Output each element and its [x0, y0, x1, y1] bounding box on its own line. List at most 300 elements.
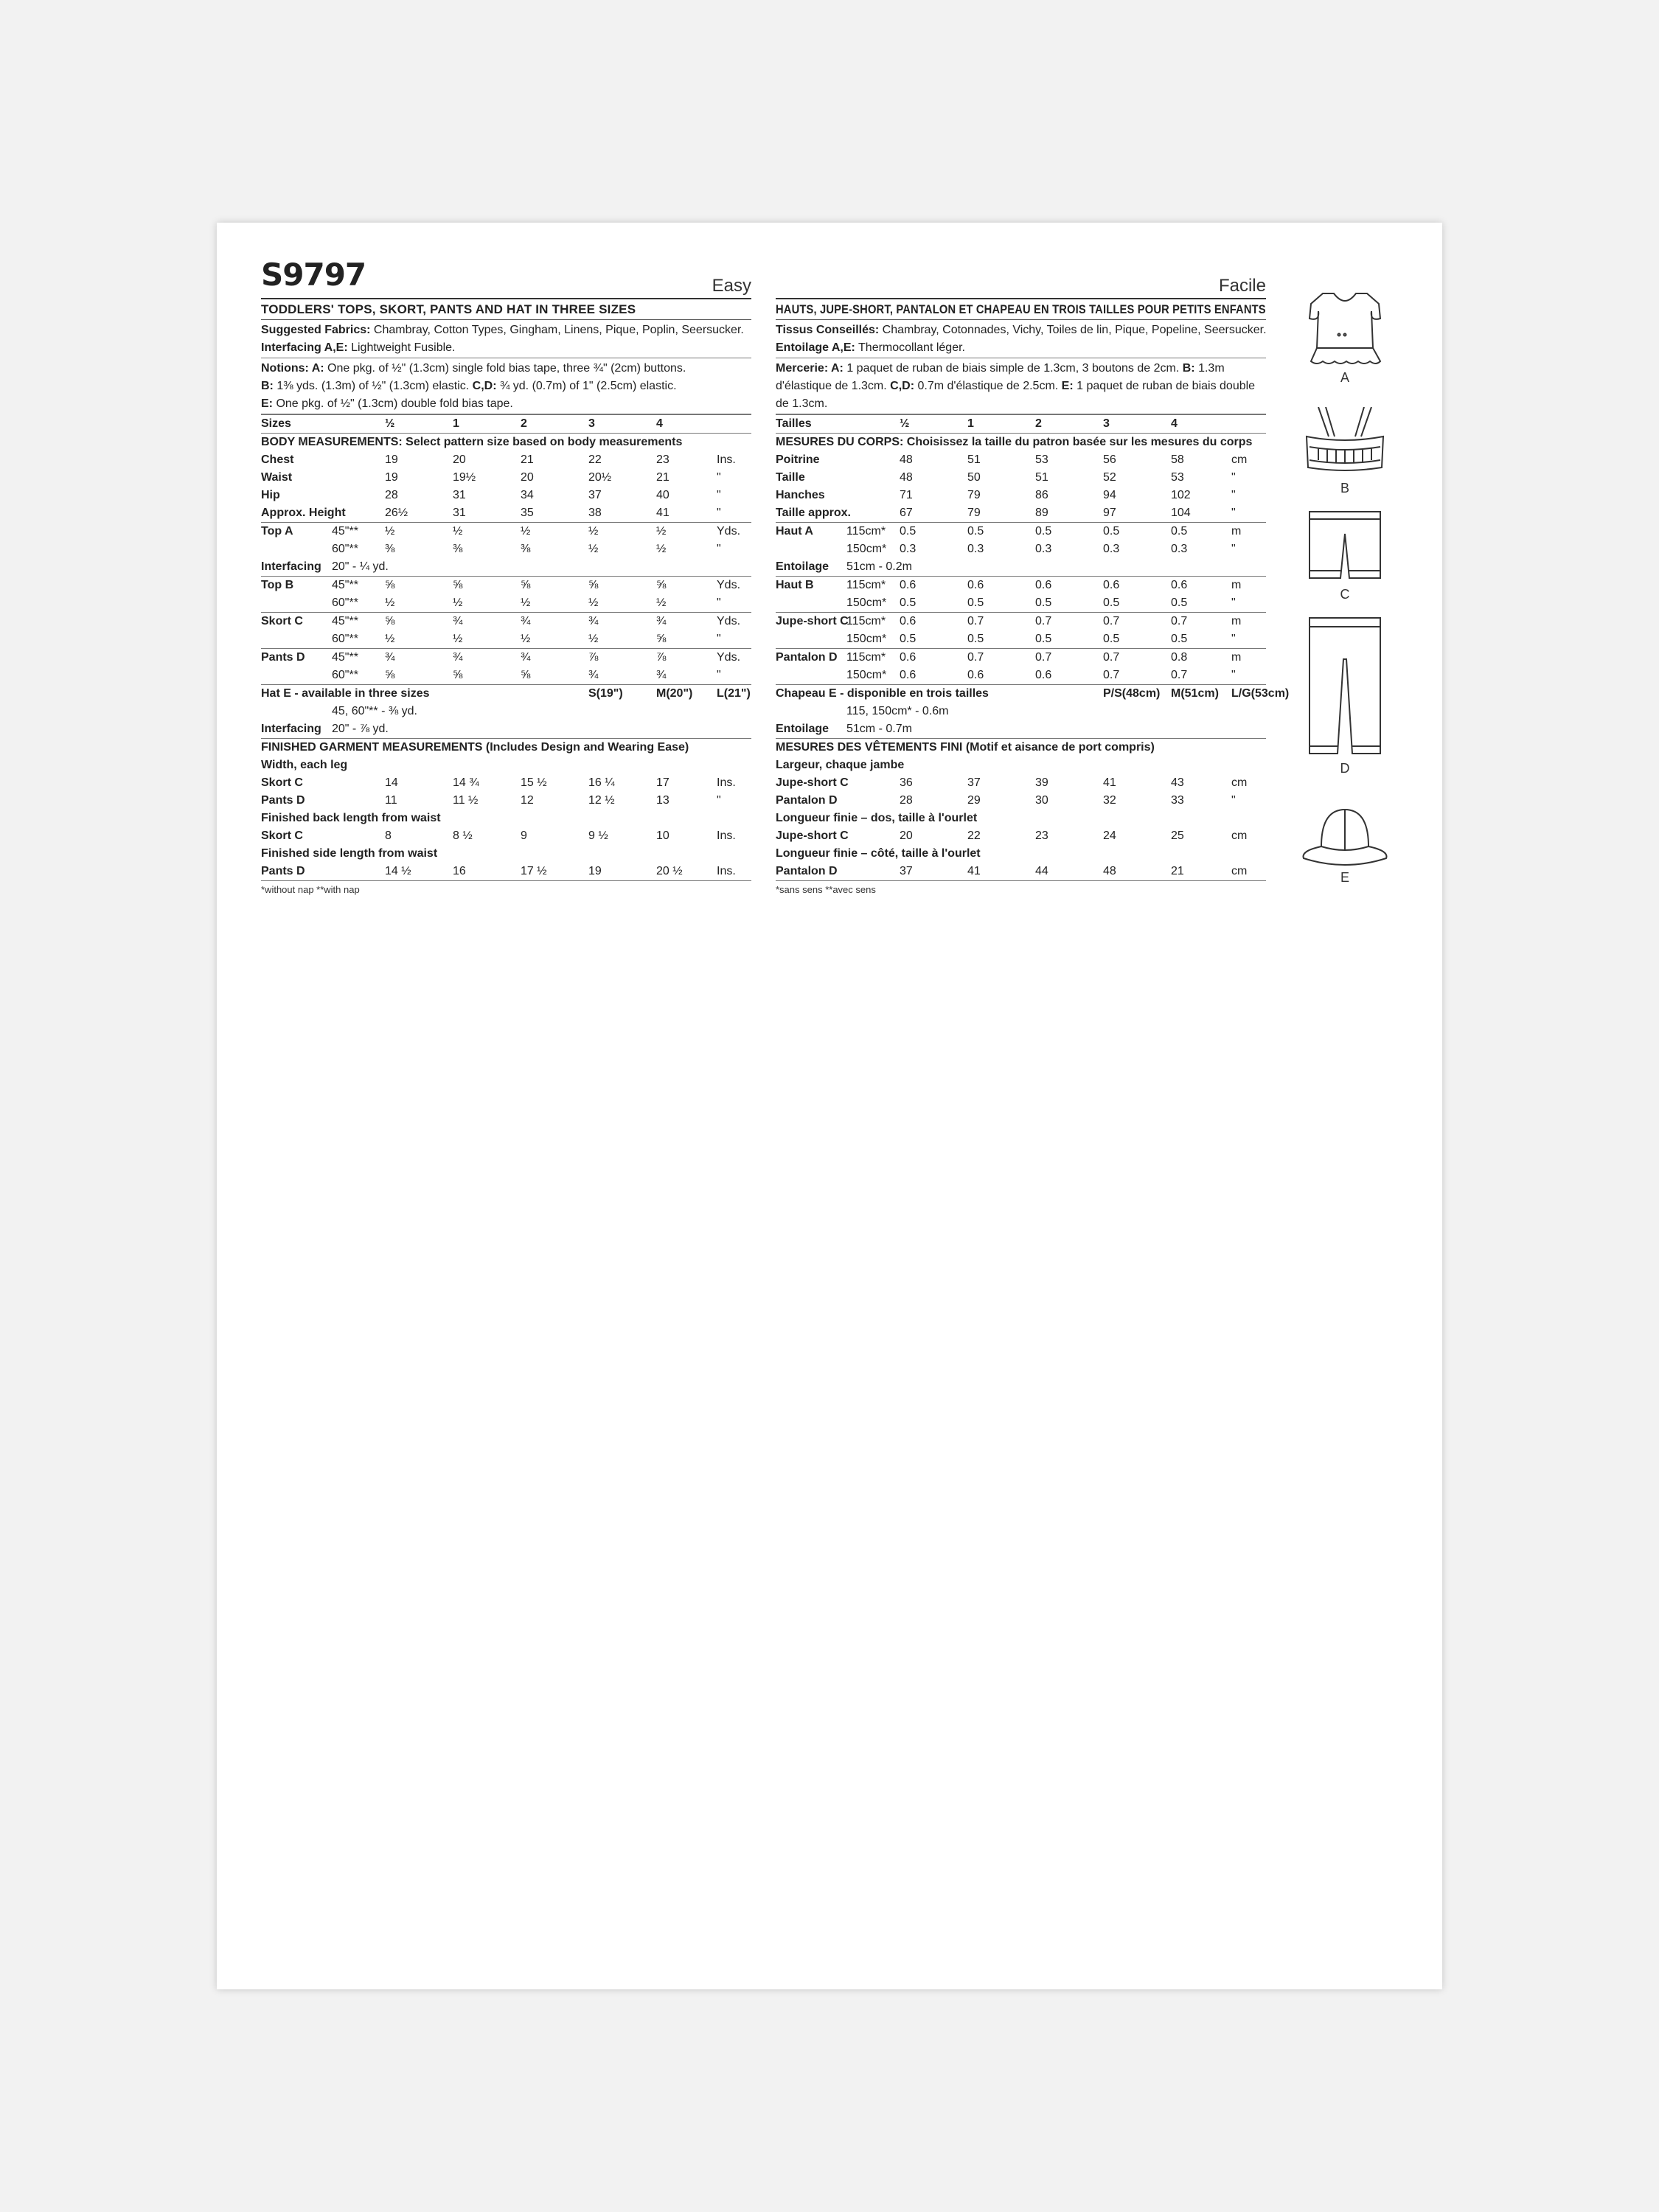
row-label: Sizes: [261, 415, 332, 434]
table-cell: 0.7: [1103, 651, 1120, 664]
table-cell: [1035, 558, 1103, 577]
table-row: [776, 469, 1266, 487]
table-cell: 0.5: [900, 525, 917, 538]
table-cell: ": [1231, 630, 1266, 649]
table-cell: 60"**: [332, 667, 385, 685]
table-cell: 79: [967, 504, 1035, 523]
table-cell: ¾: [453, 615, 463, 627]
interfacing-text: Lightweight Fusible.: [347, 341, 456, 354]
table-cell: 1: [453, 415, 521, 434]
subsection-title: Finished side length from waist: [261, 847, 438, 860]
row-label: Jupe-short C: [776, 776, 849, 789]
table-row: [261, 613, 751, 631]
table-row: [776, 594, 1266, 613]
notions-label: C,D:: [472, 380, 497, 392]
table-cell: 0.6: [1035, 579, 1052, 591]
notions-text: One pkg. of ½" (1.3cm) single fold bias tape, three ¾" (2cm) buttons.: [324, 362, 686, 375]
table-row: [261, 577, 751, 595]
table-cell: 41: [967, 863, 1035, 881]
table-cell: [846, 863, 900, 881]
fabrics-text: Chambray, Cotonnades, Vichy, Toiles de lin, Pique, Popeline, Seersucker.: [879, 324, 1267, 336]
table-cell: S(19"): [588, 687, 623, 700]
table-cell: 51cm - 0.2m: [846, 558, 900, 577]
table-cell: 0.5: [967, 630, 1035, 649]
table-cell: P/S(48cm): [1103, 687, 1161, 700]
footnote: *without nap **with nap: [261, 884, 360, 895]
table-cell: 150cm*: [846, 594, 900, 613]
table-row: [261, 757, 751, 774]
notions-label: E:: [261, 397, 273, 410]
table-cell: 13: [656, 794, 669, 807]
table-cell: [717, 415, 751, 434]
table-cell: ": [1231, 489, 1236, 501]
table-cell: 0.3: [1171, 543, 1188, 555]
table-row: [776, 630, 1266, 649]
row-label: Jupe-short C: [776, 615, 849, 627]
table-cell: 1: [967, 415, 1035, 434]
table-row: [261, 451, 751, 469]
pattern-title: TODDLERS' TOPS, SKORT, PANTS AND HAT IN THREE SIZES: [261, 298, 751, 320]
table-cell: 20" - ¼ yd.: [332, 558, 385, 577]
table-row: [776, 540, 1266, 558]
table-cell: cm: [1231, 453, 1248, 466]
row-label: Hip: [261, 489, 280, 501]
notions-label: Mercerie: A:: [776, 362, 844, 375]
table-cell: 0.5: [1171, 525, 1188, 538]
table-cell: 45"**: [332, 651, 358, 664]
table-cell: 33: [1171, 794, 1184, 807]
table-row: [261, 863, 751, 881]
row-label: [261, 703, 332, 720]
table-cell: 2: [521, 415, 588, 434]
table-cell: ½: [588, 594, 656, 613]
table-cell: ": [717, 667, 751, 685]
notions-block: [776, 358, 1266, 414]
top-a-sketch-icon: [1293, 289, 1397, 370]
table-cell: L(21"): [717, 687, 751, 700]
table-cell: [656, 558, 717, 577]
table-row: [776, 720, 1266, 739]
table-cell: [1103, 558, 1171, 577]
table-cell: 0.5: [900, 630, 967, 649]
table-cell: 0.7: [1171, 615, 1188, 627]
table-row: [261, 649, 751, 667]
sketch-letter: C: [1340, 587, 1350, 602]
table-cell: 21: [1171, 863, 1231, 881]
table-cell: 20: [521, 471, 534, 484]
notions-text: 1⅜ yds. (1.3m) of ½" (1.3cm) elastic.: [273, 380, 473, 392]
table-cell: 23: [1035, 830, 1048, 842]
table-cell: ½: [521, 594, 588, 613]
table-cell: ": [717, 630, 751, 649]
table-cell: [385, 558, 453, 577]
table-cell: ½: [385, 415, 453, 434]
table-cell: 56: [1103, 453, 1116, 466]
table-cell: 0.6: [1035, 667, 1103, 685]
table-cell: cm: [1231, 830, 1248, 842]
table-cell: 19½: [453, 471, 476, 484]
table-cell: 0.5: [1103, 630, 1171, 649]
table-cell: 25: [1171, 830, 1184, 842]
notions-text: 1 paquet de ruban de biais double: [1073, 380, 1256, 392]
row-label: Taille approx.: [776, 504, 846, 523]
notions-label: C,D:: [890, 380, 915, 392]
table-cell: 4: [1171, 415, 1231, 434]
row-label: Skort C: [261, 615, 303, 627]
table-cell: 0.3: [1035, 543, 1052, 555]
difficulty-level: Easy: [712, 276, 751, 296]
table-cell: 16: [453, 863, 521, 881]
table-cell: 20" - ⅞ yd.: [332, 720, 751, 739]
table-cell: ": [1231, 667, 1266, 685]
row-label: Poitrine: [776, 453, 820, 466]
table-cell: ¾: [521, 651, 531, 664]
table-cell: 20 ½: [656, 863, 717, 881]
fabrics-block: [261, 320, 751, 358]
table-cell: 44: [1035, 863, 1103, 881]
table-cell: ½: [656, 543, 667, 555]
table-cell: 0.5: [967, 594, 1035, 613]
table-cell: ": [1231, 543, 1236, 555]
table-cell: 51cm - 0.7m: [846, 720, 1266, 739]
table-cell: Ins.: [717, 453, 736, 466]
table-cell: 9 ½: [588, 830, 608, 842]
table-cell: [332, 469, 385, 487]
table-cell: 0.6: [900, 667, 967, 685]
table-row: [261, 504, 751, 523]
table-row: [261, 469, 751, 487]
table-cell: 97: [1103, 504, 1171, 523]
table-cell: 45, 60"** - ⅜ yd.: [332, 705, 417, 717]
notions-text: 1 paquet de ruban de biais simple de 1.3cm, 3 boutons de 2cm.: [843, 362, 1183, 375]
table-cell: 0.6: [900, 579, 917, 591]
table-cell: 0.6: [900, 615, 917, 627]
table-cell: 60"**: [332, 594, 385, 613]
table-cell: [332, 863, 385, 881]
row-label: Taille: [776, 471, 805, 484]
table-cell: 0.7: [967, 651, 984, 664]
top-b-sketch-icon: [1293, 407, 1397, 481]
table-cell: 8: [385, 830, 392, 842]
table-row: [261, 810, 751, 827]
table-cell: ¾: [588, 667, 656, 685]
row-label: Interfacing: [261, 720, 332, 739]
table-cell: ½: [453, 630, 521, 649]
table-cell: 150cm*: [846, 543, 887, 555]
row-label: Tailles: [776, 415, 846, 434]
table-cell: 19: [385, 453, 398, 466]
table-cell: 10: [656, 830, 669, 842]
table-cell: Ins.: [717, 830, 736, 842]
table-cell: ½: [656, 525, 667, 538]
table-cell: 48: [900, 453, 913, 466]
table-cell: 60"**: [332, 543, 358, 555]
table-cell: 16 ¼: [588, 776, 615, 789]
table-cell: 0.6: [967, 579, 984, 591]
subsection-title: Longueur finie – dos, taille à l'ourlet: [776, 812, 978, 824]
table-cell: Yds.: [717, 651, 741, 664]
row-label: [261, 667, 332, 685]
table-cell: 150cm*: [846, 630, 900, 649]
table-row: [261, 792, 751, 810]
row-label: Haut A: [776, 525, 813, 538]
table-cell: ": [1231, 504, 1266, 523]
table-row: [776, 845, 1266, 863]
table-cell: ¾: [656, 615, 667, 627]
row-label: [261, 594, 332, 613]
table-cell: 14: [385, 776, 398, 789]
table-cell: 0.5: [1103, 525, 1120, 538]
skort-c-sketch-icon: [1293, 507, 1397, 588]
table-row: [776, 577, 1266, 595]
table-cell: [846, 504, 900, 523]
table-cell: ½: [385, 525, 395, 538]
table-cell: 89: [1035, 504, 1103, 523]
row-label: Pants D: [261, 863, 332, 881]
table-cell: 8 ½: [453, 830, 473, 842]
table-row: [261, 774, 751, 792]
row-label: Chest: [261, 453, 294, 466]
table-cell: [846, 415, 900, 434]
table-cell: [717, 558, 751, 577]
table-cell: ½: [588, 543, 599, 555]
table-cell: 19: [385, 471, 398, 484]
table-cell: ⅝: [385, 615, 395, 627]
table-cell: [846, 469, 900, 487]
table-row: [776, 863, 1266, 881]
table-cell: 39: [1035, 776, 1048, 789]
table-cell: 37: [967, 776, 981, 789]
notions-label: B:: [1182, 362, 1195, 375]
notions-text: 1.3m: [1194, 362, 1225, 375]
fabrics-label: Tissus Conseillés:: [776, 324, 880, 336]
table-cell: 14 ½: [385, 863, 453, 881]
table-cell: ⅞: [588, 651, 599, 664]
notions-text: One pkg. of ½" (1.3cm) double fold bias tape.: [273, 397, 513, 410]
pants-d-sketch-icon: [1293, 615, 1397, 762]
table-cell: ¾: [656, 667, 717, 685]
table-cell: 150cm*: [846, 667, 900, 685]
table-cell: 43: [1171, 776, 1184, 789]
table-cell: ½: [588, 525, 599, 538]
table-cell: 24: [1103, 830, 1116, 842]
table-cell: 11: [385, 794, 397, 807]
table-cell: 0.5: [1035, 525, 1052, 538]
notions-text: 0.7m d'élastique de 2.5cm.: [914, 380, 1062, 392]
table-cell: 0.5: [1035, 594, 1103, 613]
table-cell: ": [717, 489, 721, 501]
table-cell: 86: [1035, 489, 1048, 501]
table-cell: M(20"): [656, 687, 693, 700]
table-cell: 0.7: [1103, 615, 1120, 627]
table-cell: 45"**: [332, 615, 358, 627]
table-cell: m: [1231, 525, 1242, 538]
fabrics-label: Suggested Fabrics:: [261, 324, 371, 336]
table-row: [261, 540, 751, 558]
row-label: Entoilage: [776, 558, 846, 577]
table-cell: 0.6: [1103, 579, 1120, 591]
fabrics-text: Chambray, Cotton Types, Gingham, Linens, Pique, Poplin, Seersucker.: [370, 324, 744, 336]
row-label: Haut B: [776, 579, 814, 591]
difficulty-level: Facile: [1218, 276, 1266, 296]
row-label: Pants D: [261, 651, 305, 664]
table-cell: 115cm*: [846, 525, 886, 538]
pattern-title: HAUTS, JUPE-SHORT, PANTALON ET CHAPEAU EN TROIS TAILLES POUR PETITS ENFANTS: [776, 298, 1266, 320]
table-row: [261, 845, 751, 863]
pattern-back-sheet: [217, 223, 1442, 1989]
table-row: [776, 487, 1266, 504]
row-label: [776, 540, 846, 558]
table-cell: 3: [1103, 415, 1171, 434]
table-cell: [846, 487, 900, 504]
table-cell: 104: [1171, 504, 1231, 523]
table-cell: [332, 792, 385, 810]
table-cell: 37: [900, 863, 967, 881]
table-cell: ¾: [521, 615, 531, 627]
table-cell: 14 ¾: [453, 776, 479, 789]
table-cell: [332, 451, 385, 469]
table-cell: 0.6: [1171, 579, 1188, 591]
row-label: Pantalon D: [776, 651, 838, 664]
table-row: [776, 827, 1266, 845]
skort-c-sketch: [1293, 507, 1397, 602]
table-cell: 30: [1035, 794, 1048, 807]
table-cell: 51: [967, 453, 981, 466]
table-cell: ⅝: [588, 579, 599, 591]
pattern-code: S9797: [261, 257, 366, 293]
table-cell: 0.3: [900, 543, 917, 555]
table-row: [261, 667, 751, 685]
row-label: Interfacing: [261, 558, 332, 577]
table-cell: 21: [521, 453, 534, 466]
table-cell: ½: [385, 630, 453, 649]
table-cell: ½: [900, 415, 967, 434]
row-label: [776, 667, 846, 685]
table-cell: 51: [1035, 471, 1048, 484]
table-cell: 2: [1035, 415, 1103, 434]
table-row: [776, 434, 1266, 452]
table-cell: Ins.: [717, 776, 736, 789]
subsection-title: Finished back length from waist: [261, 812, 441, 824]
table-row: [776, 739, 1266, 757]
table-cell: ⅝: [521, 579, 531, 591]
table-cell: 0.5: [1103, 594, 1171, 613]
table-row: [776, 774, 1266, 792]
table-row: [261, 434, 751, 452]
table-cell: ": [1231, 794, 1236, 807]
hat-e-sketch-icon: [1293, 805, 1397, 872]
table-cell: 48: [1103, 863, 1171, 881]
table-cell: 0.6: [967, 667, 1035, 685]
table-cell: 41: [656, 504, 717, 523]
table-cell: 0.7: [1035, 615, 1052, 627]
row-label: [776, 630, 846, 649]
table-row: [261, 703, 751, 720]
french-column: [776, 261, 1290, 895]
table-cell: 0.3: [967, 543, 984, 555]
table-cell: 79: [967, 489, 981, 501]
table-cell: 0.5: [900, 594, 967, 613]
table-row: [261, 558, 751, 577]
table-cell: 58: [1171, 453, 1184, 466]
table-cell: cm: [1231, 863, 1266, 881]
table-cell: ": [717, 543, 721, 555]
table-cell: [1231, 415, 1266, 434]
row-label: [261, 630, 332, 649]
table-cell: ": [717, 794, 721, 807]
table-cell: ⅜: [453, 543, 463, 555]
table-cell: ¾: [588, 615, 599, 627]
table-cell: Yds.: [717, 525, 741, 538]
pants-d-sketch: [1293, 615, 1397, 776]
row-label: Entoilage: [776, 720, 846, 739]
table-cell: 60"**: [332, 630, 385, 649]
notions-label: Notions: A:: [261, 362, 324, 375]
interfacing-label: Entoilage A,E:: [776, 341, 855, 354]
top-b-sketch: [1293, 407, 1397, 495]
row-label: Skort C: [261, 776, 303, 789]
table-cell: Yds.: [717, 615, 741, 627]
table-cell: [967, 558, 1035, 577]
table-cell: 115, 150cm* - 0.6m: [846, 705, 949, 717]
table-cell: 26½: [385, 504, 453, 523]
sketch-letter: B: [1340, 481, 1349, 495]
row-label: Approx. Height: [261, 504, 332, 523]
table-cell: 12 ½: [588, 794, 615, 807]
row-label: Top B: [261, 579, 294, 591]
table-cell: ": [717, 594, 751, 613]
section-title: FINISHED GARMENT MEASUREMENTS (Includes Design and Wearing Ease): [261, 741, 689, 754]
top-a-sketch: [1293, 289, 1397, 385]
table-cell: ½: [521, 630, 588, 649]
table-cell: [521, 558, 588, 577]
subsection-title: Largeur, chaque jambe: [776, 759, 905, 771]
table-cell: m: [1231, 579, 1242, 591]
row-label: Hanches: [776, 489, 825, 501]
table-row: [776, 757, 1266, 774]
table-row: [261, 720, 751, 739]
table-cell: ½: [385, 594, 453, 613]
table-cell: 28: [900, 794, 913, 807]
table-cell: M(51cm): [1171, 687, 1219, 700]
table-cell: ½: [521, 525, 531, 538]
table-cell: ⅝: [385, 579, 395, 591]
table-cell: ⅜: [385, 543, 395, 555]
table-cell: ⅝: [656, 579, 667, 591]
table-cell: 40: [656, 489, 669, 501]
table-cell: ⅝: [521, 667, 588, 685]
table-cell: 67: [900, 504, 967, 523]
table-cell: 41: [1103, 776, 1116, 789]
hat-e-sketch: [1293, 805, 1397, 885]
table-cell: 19: [588, 863, 656, 881]
table-cell: [588, 558, 656, 577]
table-cell: 52: [1103, 471, 1116, 484]
table-cell: 15 ½: [521, 776, 547, 789]
table-cell: ½: [656, 594, 717, 613]
table-cell: 9: [521, 830, 527, 842]
table-cell: 115cm*: [846, 615, 886, 627]
table-row: [261, 523, 751, 541]
row-label: Waist: [261, 471, 293, 484]
notions-block: [261, 358, 751, 414]
table-cell: m: [1231, 651, 1242, 664]
table-row: [776, 504, 1266, 523]
interfacing-text: Thermocollant léger.: [855, 341, 965, 354]
table-cell: 0.5: [1035, 630, 1103, 649]
row-label: Top A: [261, 525, 293, 538]
notions-label: E:: [1061, 380, 1074, 392]
